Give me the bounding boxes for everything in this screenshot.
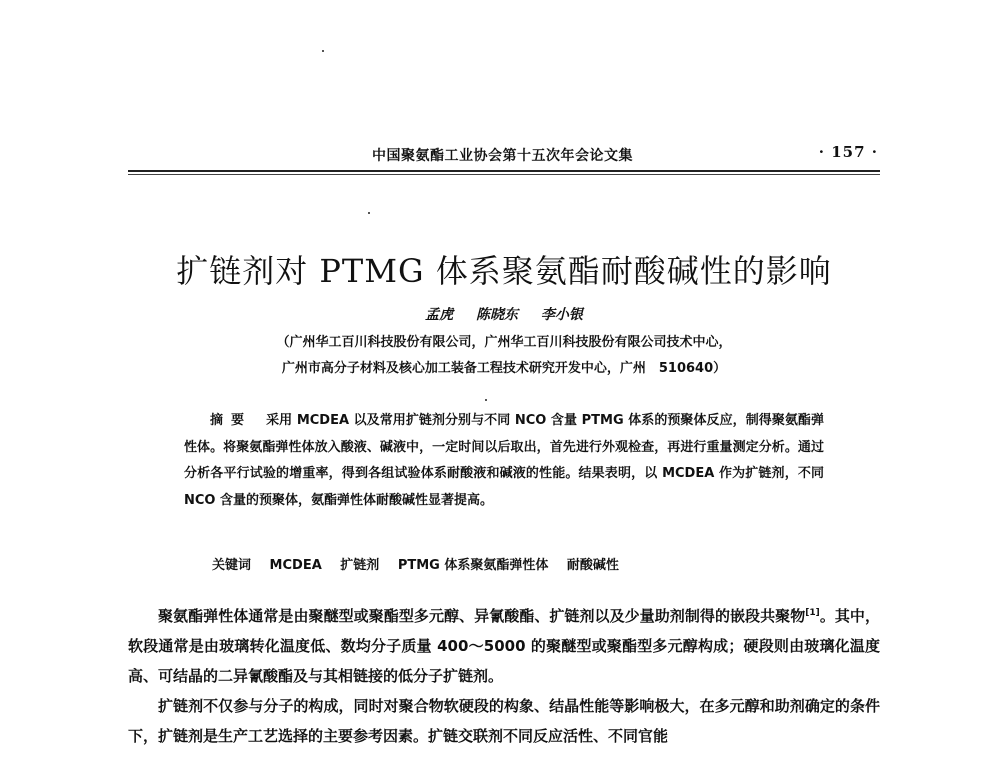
header-rule-thin bbox=[128, 174, 880, 175]
paper-title: 扩链剂对 PTMG 体系聚氨酯耐酸碱性的影响 bbox=[176, 252, 832, 290]
keywords bbox=[212, 554, 633, 573]
abstract-text: 采用 MCDEA 以及常用扩链剂分别与不同 NCO 含量 PTMG 体系的预聚体反应，制得聚氨酯弹性体。将聚氨酯弹性体放入酸液、碱液中，一定时间以后取出，首先进行外观检查，再进行重量测定分析。通过分析各平行试验的增重率，得到各组试验体系耐酸液和碱液的性能。结果表明，以 MCDEA 作为扩链剂，不同 NCO 含量的预聚体，氨酯弹性体耐酸碱性显著提高。 bbox=[184, 413, 824, 508]
keyword: 耐酸碱性 bbox=[566, 558, 619, 573]
abstract-label: 摘要 bbox=[210, 413, 253, 428]
body-text-span: 。其中，软段通常是由玻璃转化温度低、数均分子质量 400～5000 的聚醚型或聚酯型多元醇构成；硬段则由玻璃化温度高、可结晶的二异氰酸酯及与其相链接的低分子扩链剂。 bbox=[128, 607, 880, 685]
abstract bbox=[184, 408, 824, 514]
scan-speck bbox=[368, 212, 370, 214]
affiliation-line-2: 广州市高分子材料及核心加工装备工程技术研究开发中心，广州 510640） bbox=[281, 361, 727, 376]
body-paragraph-2: 扩链剂不仅参与分子的构成，同时对聚合物软硬段的构象、结晶性能等影响极大，在多元醇和助剂确定的条件下，扩链剂是生产工艺选择的主要参考因素。扩链交联剂不同反应活性、不同官能 bbox=[128, 697, 880, 745]
keywords-label: 关键词 bbox=[212, 558, 252, 573]
header-rule bbox=[128, 170, 880, 172]
scan-speck bbox=[322, 50, 324, 52]
keyword: MCDEA bbox=[269, 558, 322, 573]
journal-name: 中国聚氨酯工业协会第十五次年会论文集 bbox=[372, 148, 633, 164]
scan-speck bbox=[485, 399, 487, 401]
affiliation-line-1: （广州华工百川科技股份有限公司，广州华工百川科技股份有限公司技术中心， bbox=[276, 335, 732, 350]
page-number: · 157 · bbox=[818, 143, 878, 161]
running-header bbox=[128, 142, 880, 166]
citation-marker: [1] bbox=[805, 608, 820, 618]
body-text-span: 聚氨酯弹性体通常是由聚醚型或聚酯型多元醇、异氰酸酯、扩链剂以及少量助剂制得的嵌段共聚物 bbox=[158, 607, 806, 625]
keyword: PTMG 体系聚氨酯弹性体 bbox=[397, 558, 549, 573]
body-paragraph-1 bbox=[128, 601, 880, 691]
body-text bbox=[128, 601, 880, 751]
authors: 孟虎 陈晓东 李小银 bbox=[425, 307, 583, 323]
keyword: 扩链剂 bbox=[340, 558, 380, 573]
